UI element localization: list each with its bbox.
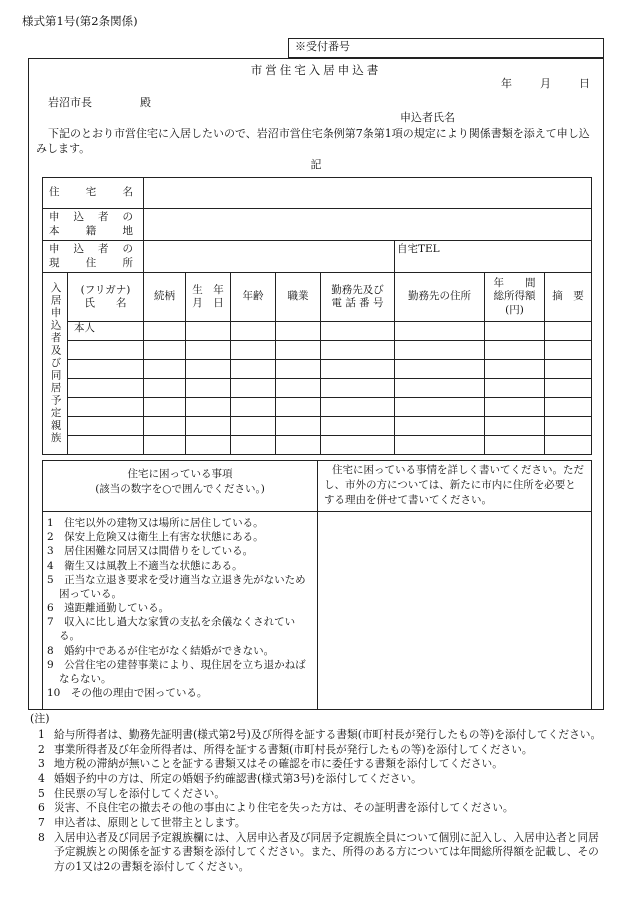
applicant-table (42, 177, 592, 455)
list-item[interactable]: 10 その他の理由で困っている。 (47, 687, 208, 700)
header-remarks: 摘 要 (545, 273, 592, 322)
note-item: 1 給与所得者は、勤務先証明書(様式第2号)及び所得を証する書類(市町村長が発行したもの等)を添付してください。 (38, 728, 602, 741)
note-item: 7 申込者は、原則として世帯主とします。 (38, 815, 246, 829)
address-label: 申 込 者 の 現 住 所 (43, 241, 144, 273)
notes-label: (注) (30, 712, 50, 725)
first-row-name[interactable]: 本人 (68, 322, 144, 341)
table-row (43, 322, 592, 341)
domicile-label: 申 込 者 の 本 籍 地 (43, 209, 144, 241)
note-item: 3 地方税の滞納が無いことを証する書類又はその確認を市に委任する書類を添付してください。 (38, 757, 503, 771)
list-item[interactable]: 1 住宅以外の建物又は場所に居住している。 (47, 517, 264, 529)
list-item[interactable]: 4 衛生又は風教上不適当な状態にある。 (47, 559, 243, 572)
table-row (43, 360, 592, 379)
hardship-list[interactable] (43, 512, 318, 710)
addressee-name: 岩沼市長 (48, 96, 92, 109)
address-field[interactable] (144, 241, 395, 273)
header-birth: 生 年 月 日 (186, 273, 231, 322)
header-work-address: 勤務先の住所 (395, 273, 485, 322)
form-number-label: 様式第1号(第2条関係) (22, 14, 138, 28)
header-relation: 続柄 (144, 273, 186, 322)
applicant-name-label: 申込者氏名 (400, 111, 455, 124)
home-tel-label: 自宅TEL (397, 243, 440, 255)
form-title: 市営住宅入居申込書 (250, 63, 382, 77)
housing-name-field[interactable] (144, 178, 592, 209)
note-item: 5 住民票の写しを添付してください。 (38, 786, 226, 800)
date-month: 月 (540, 77, 551, 90)
table-row (43, 398, 592, 417)
date-day: 日 (579, 77, 590, 90)
hardship-detail-field[interactable] (318, 512, 592, 710)
date-line[interactable] (473, 77, 590, 91)
table-row (43, 436, 592, 455)
table-row (43, 379, 592, 398)
header-income: 年 間 総所得額 (円) (485, 273, 545, 322)
note-item: 2 事業所得者及び年金所得者は、所得を証する書類(市町村長が発行したもの等)を添付してください。 (38, 742, 533, 756)
receipt-number-label: ※受付番号 (295, 40, 350, 53)
list-item[interactable]: 2 保安上危険又は衛生上有害な状態にある。 (47, 531, 264, 544)
housing-name-label: 住 宅 名 (43, 178, 144, 209)
addressee-honorific: 殿 (140, 96, 151, 109)
note-item: 4 婚姻予約中の方は、所定の婚姻予約確認書(様式第3号)を添付してください。 (38, 771, 422, 785)
note-item: 6 災害、不良住宅の撤去その他の事由により住宅を失った方は、その証明書を添付してください。 (38, 801, 514, 815)
receipt-number-box[interactable] (288, 38, 604, 58)
table-row (43, 417, 592, 436)
family-side-label: 入居申込者及び同居予定親族 (43, 273, 68, 455)
list-item[interactable]: 9 公営住宅の建替事業により、現住居を立ち退かねばならない。 (47, 658, 306, 685)
list-item[interactable]: 8 婚約中であるが住宅がなく結婚ができない。 (47, 644, 275, 657)
note-item: 8 入居申込者及び同居予定親族欄には、入居申込者及び同居予定親族全員について個別に記入し、入居申込者と同居予定親族との関係を証する書類を添付してください。また、所得のある方については年間総所得額を記載し、その方の1又は2の書類を添付してください。 (38, 830, 599, 873)
list-item[interactable]: 7 収入に比し過大な家賃の支払を余儀なくされている。 (47, 616, 296, 643)
home-tel-field[interactable] (395, 241, 592, 273)
ki-label: 記 (310, 158, 322, 171)
date-year: 年 (501, 77, 512, 90)
notes-list (36, 728, 602, 875)
list-item[interactable]: 3 居住困難な同居又は間借りをしている。 (47, 545, 254, 558)
hardship-table (42, 460, 592, 710)
hardship-head: 住宅に困っている事項 (該当の数字を○で囲んでください。) (43, 461, 318, 512)
header-age: 年齢 (231, 273, 276, 322)
intro-text: 下記のとおり市営住宅に入居したいので、岩沼市営住宅条例第7条第1項の規定により関係書類を添えて申し込みします。 (36, 127, 590, 156)
header-job: 職業 (276, 273, 321, 322)
table-row (43, 341, 592, 360)
list-item[interactable]: 5 正当な立退き要求を受け適当な立退き先がないため困っている。 (47, 573, 306, 600)
hardship-detail-head: 住宅に困っている事情を詳しく書いてください。ただし、市外の方については、新たに市内に住所を必要とする理由を併せて書いてください。 (318, 461, 592, 512)
header-work-phone: 勤務先及び 電 話 番 号 (321, 273, 395, 322)
list-item[interactable]: 6 遠距離通勤している。 (47, 602, 170, 615)
addressee (48, 96, 151, 110)
domicile-field[interactable] (144, 209, 592, 241)
header-name: (フリガナ) 氏 名 (68, 273, 144, 322)
